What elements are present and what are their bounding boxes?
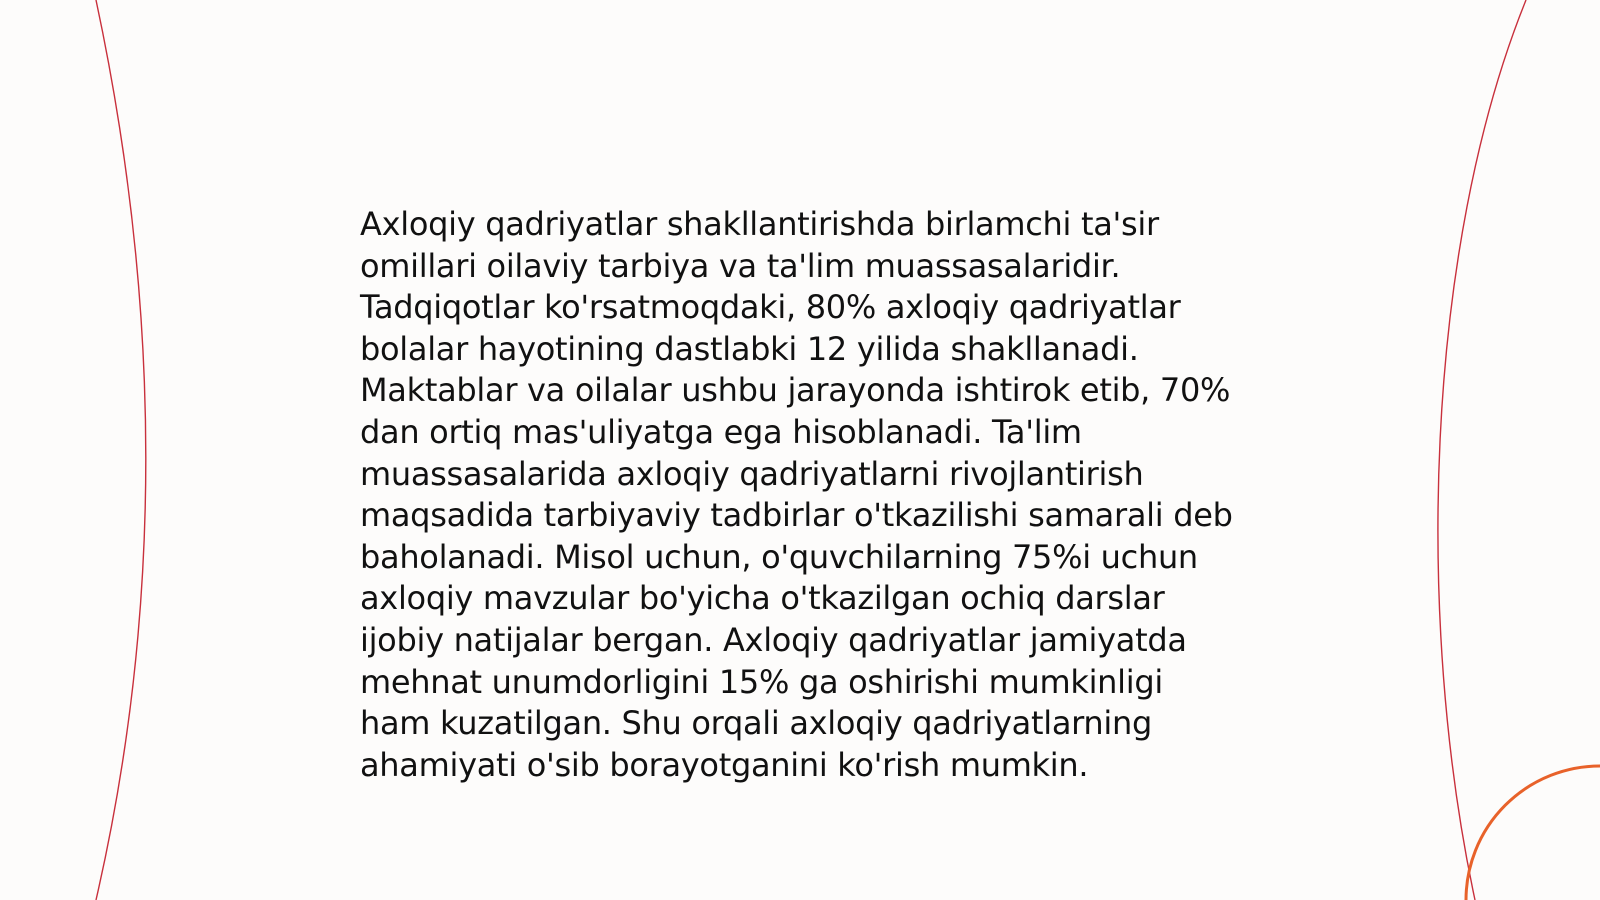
accent-arc	[1466, 766, 1600, 900]
body-text: Axloqiy qadriyatlar shakllantirishda birlamchi ta'sir omillari oilaviy tarbiya va ta'lim muassasalaridir. Tadqiqotlar ko'rsatmoqdaki, 80% axloqiy qadriyatlar bolalar hayotining dastlabki 12 yilida shakllanadi. Maktablar va oilalar ushbu jarayonda ishtirok etib, 70% dan ortiq mas'uliyatga ega hisoblanadi. Ta'lim muassasalarida axloqiy qadriyatlarni rivojlantirish maqsadida tarbiyaviy tadbirlar o'tkazilishi samarali deb baholanadi. Misol uchun, o'quvchilarning 75%i uchun axloqiy mavzular bo'yicha o'tkazilgan ochiq darslar ijobiy natijalar bergan. Axloqiy qadriyatlar jamiyatda mehnat unumdorligini 15% ga oshirishi mumkinligi ham kuzatilgan. Shu orqali axloqiy qadriyatlarning ahamiyati o'sib borayotganini ko'rish mumkin.	[360, 205, 1233, 784]
right-curve-line	[1438, 0, 1526, 900]
left-curve-line	[96, 0, 146, 900]
